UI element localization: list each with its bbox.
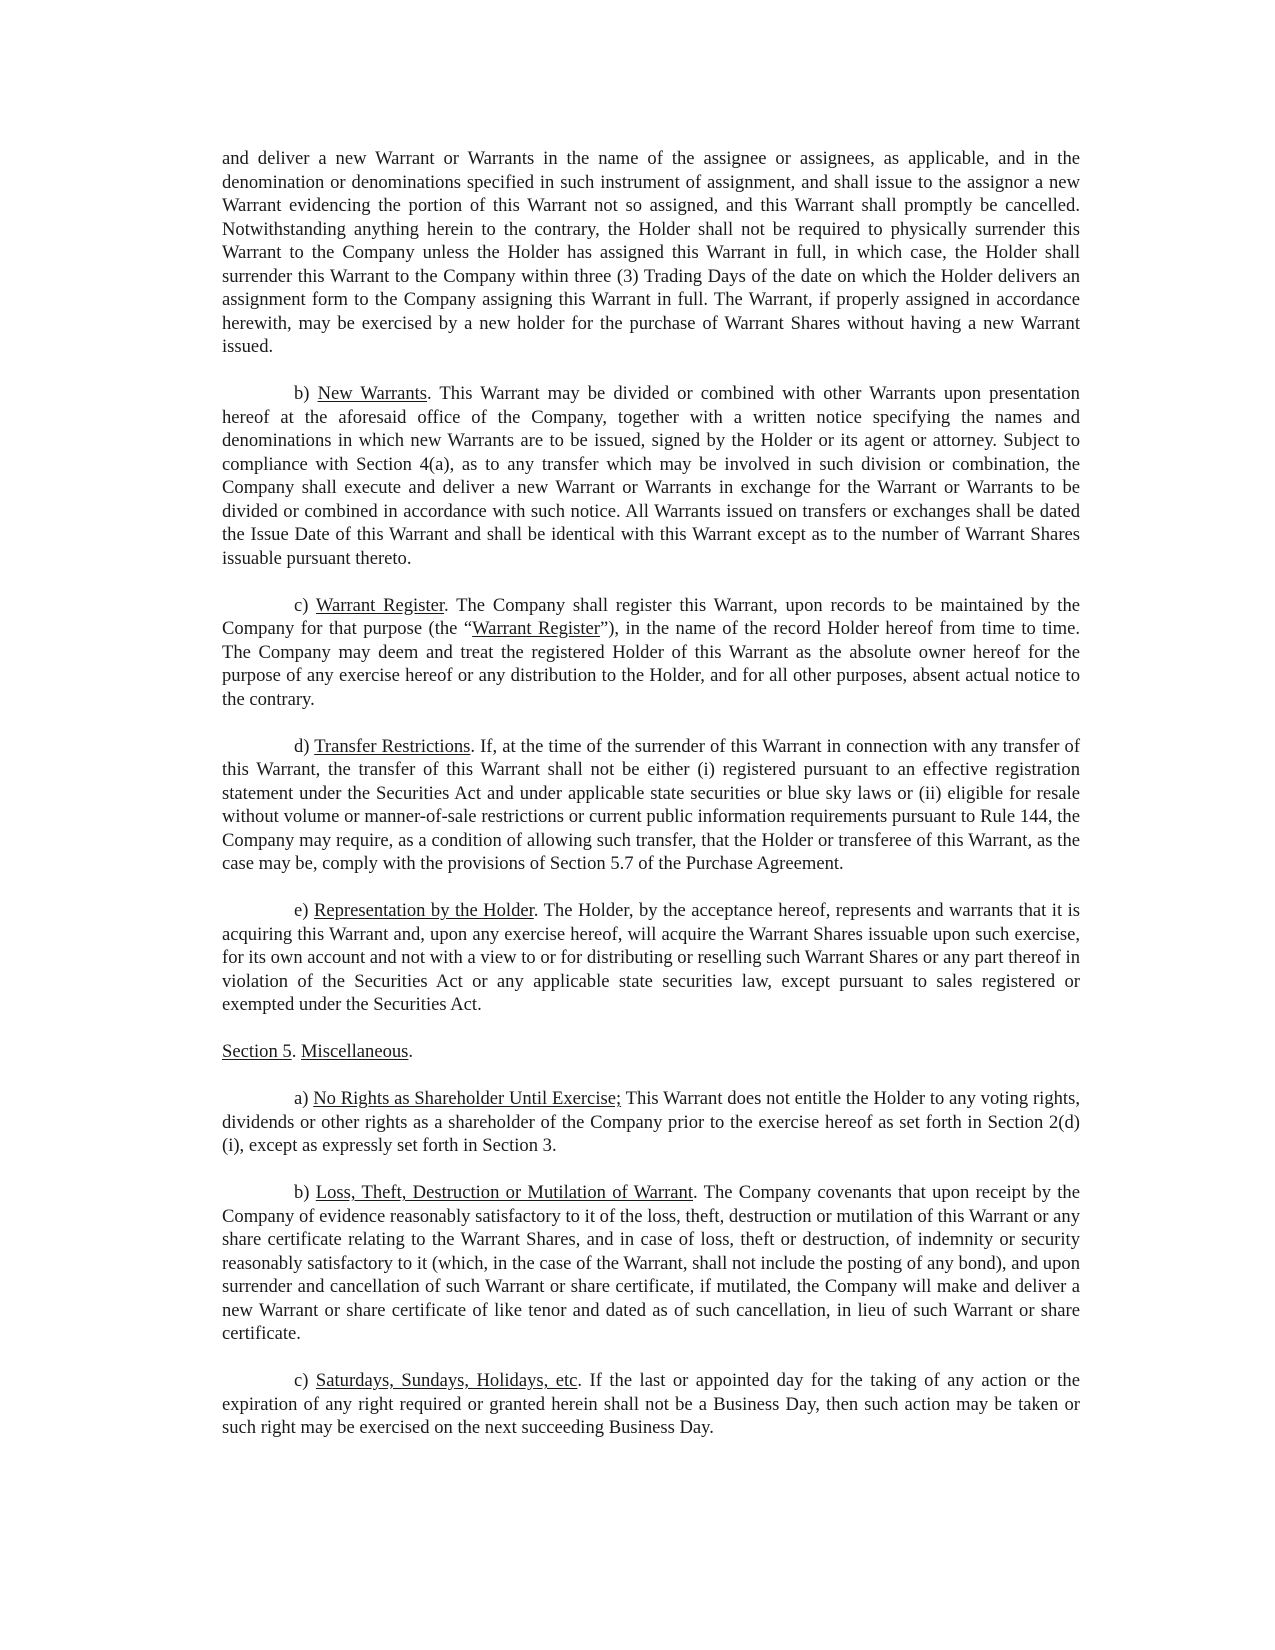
defined-term-warrant-register: Warrant Register [472, 618, 600, 639]
item-label: b) [294, 383, 310, 404]
item-label: a) [294, 1088, 309, 1109]
section-number: Section 5 [222, 1041, 292, 1062]
item-label: c) [294, 1370, 309, 1391]
paragraph-loss-theft: b) Loss, Theft, Destruction or Mutilation of Warrant. The Company covenants that upon receipt by the Company of evidence reasonably satisfactory to it of the loss, theft, destruction or mutilation of this Warrant or any share certificate relating to the Warrant Shares, and in case of loss, theft or destruction, of indemnity or security reasonably satisfactory to it (which, in the case of the Warrant, shall not include the posting of any bond), and upon surrender and cancellation of such Warrant or share certificate, if mutilated, the Company will make and deliver a new Warrant or share certificate of like tenor and dated as of such cancellation, in lieu of such Warrant or share certificate. [222, 1182, 1080, 1344]
heading-no-rights-as-shareholder: No Rights as Shareholder Until Exercise; [313, 1088, 622, 1109]
item-label: e) [294, 900, 309, 921]
paragraph-assignment-continued: and deliver a new Warrant or Warrants in the name of the assignee or assignees, as applicable, and in the denomination or denominations specified in such instrument of assignment, and shall issue to the assignor a new Warrant evidencing the portion of this Warrant not so assigned, and this Warrant shall promptly be cancelled. Notwithstanding anything herein to the contrary, the Holder shall not be required to physically surrender this Warrant to the Company unless the Holder has assigned this Warrant in full, in which case, the Holder shall surrender this Warrant to the Company within three (3) Trading Days of the date on which the Holder delivers an assignment form to the Company assigning this Warrant in full. The Warrant, if properly assigned in accordance herewith, may be exercised by a new holder for the purchase of Warrant Shares without having a new Warrant issued. [222, 148, 1080, 357]
item-label: c) [294, 594, 309, 616]
heading-saturdays-sundays: Saturdays, Sundays, Holidays, etc [315, 1370, 578, 1391]
paragraph-new-warrants: b) New Warrants. This Warrant may be divided or combined with other Warrants upon presentation hereof at the aforesaid office of the Company, together with a written notice specifying the names and denominations in which new Warrants are to be issued, signed by the Holder or its agent or attorney. Subject to compliance with Section 4(a), as to any transfer which may be involved in such division or combination, the Company shall execute and deliver a new Warrant or Warrants in exchange for the Warrant or Warrants to be divided or combined in accordance with such notice. All Warrants issued on transfers or exchanges shall be dated the Issue Date of this Warrant and shall be identical with this Warrant except as to the number of Warrant Shares issuable pursuant thereto. [222, 383, 1080, 569]
heading-representation-by-holder: Representation by the Holder [313, 900, 534, 921]
paragraph-warrant-register: c) Warrant Register. The Company shall register this Warrant, upon records to be maintained by the Company for that purpose (the “Warrant Register”), in the name of the record Holder hereof from time to time. The Company may deem and treat the registered Holder of this Warrant as the absolute owner hereof for the purpose of any exercise hereof or any distribution to the Holder, and for all other purposes, absent actual notice to the contrary. [222, 594, 1081, 710]
document-page [222, 147, 1080, 1463]
heading-new-warrants: New Warrants [317, 383, 428, 404]
section-5-heading: Section 5. Miscellaneous. [222, 1041, 414, 1062]
paragraph-transfer-restrictions: d) Transfer Restrictions. If, at the time of the surrender of this Warrant in connection with any transfer of this Warrant, the transfer of this Warrant shall not be either (i) registered pursuant to an effective registration statement under the Securities Act and under applicable state securities or blue sky laws or (ii) eligible for resale without volume or manner-of-sale restrictions or current public information requirements pursuant to Rule 144, the Company may require, as a condition of allowing such transfer, that the Holder or transferee of this Warrant, as the case may be, comply with the provisions of Section 5.7 of the Purchase Agreement. [222, 735, 1081, 874]
section-title: Miscellaneous [301, 1041, 409, 1062]
paragraph-representation-by-holder: e) Representation by the Holder. The Holder, by the acceptance hereof, represents and warrants that it is acquiring this Warrant and, upon any exercise hereof, will acquire the Warrant Shares issuable upon such exercise, for its own account and not with a view to or for distributing or reselling such Warrant Shares or any part thereof in violation of the Securities Act or any applicable state securities law, except pursuant to sales registered or exempted under the Securities Act. [222, 900, 1081, 1015]
paragraph-saturdays-sundays: c) Saturdays, Sundays, Holidays, etc. If the last or appointed day for the taking of any action or the expiration of any right required or granted herein shall not be a Business Day, then such action may be taken or such right may be exercised on the next succeeding Business Day. [222, 1370, 1080, 1438]
item-label: b) [294, 1182, 310, 1203]
paragraph-no-rights-as-shareholder: a) No Rights as Shareholder Until Exercise; This Warrant does not entitle the Holder to any voting rights, dividends or other rights as a shareholder of the Company prior to the exercise hereof as set forth in Section 2(d)(i), except as expressly set forth in Section 3. [222, 1088, 1080, 1156]
item-label: d) [294, 735, 310, 757]
heading-warrant-register: Warrant Register [315, 594, 445, 616]
heading-loss-theft: Loss, Theft, Destruction or Mutilation of Warrant [315, 1182, 694, 1203]
heading-transfer-restrictions: Transfer Restrictions [314, 735, 471, 757]
